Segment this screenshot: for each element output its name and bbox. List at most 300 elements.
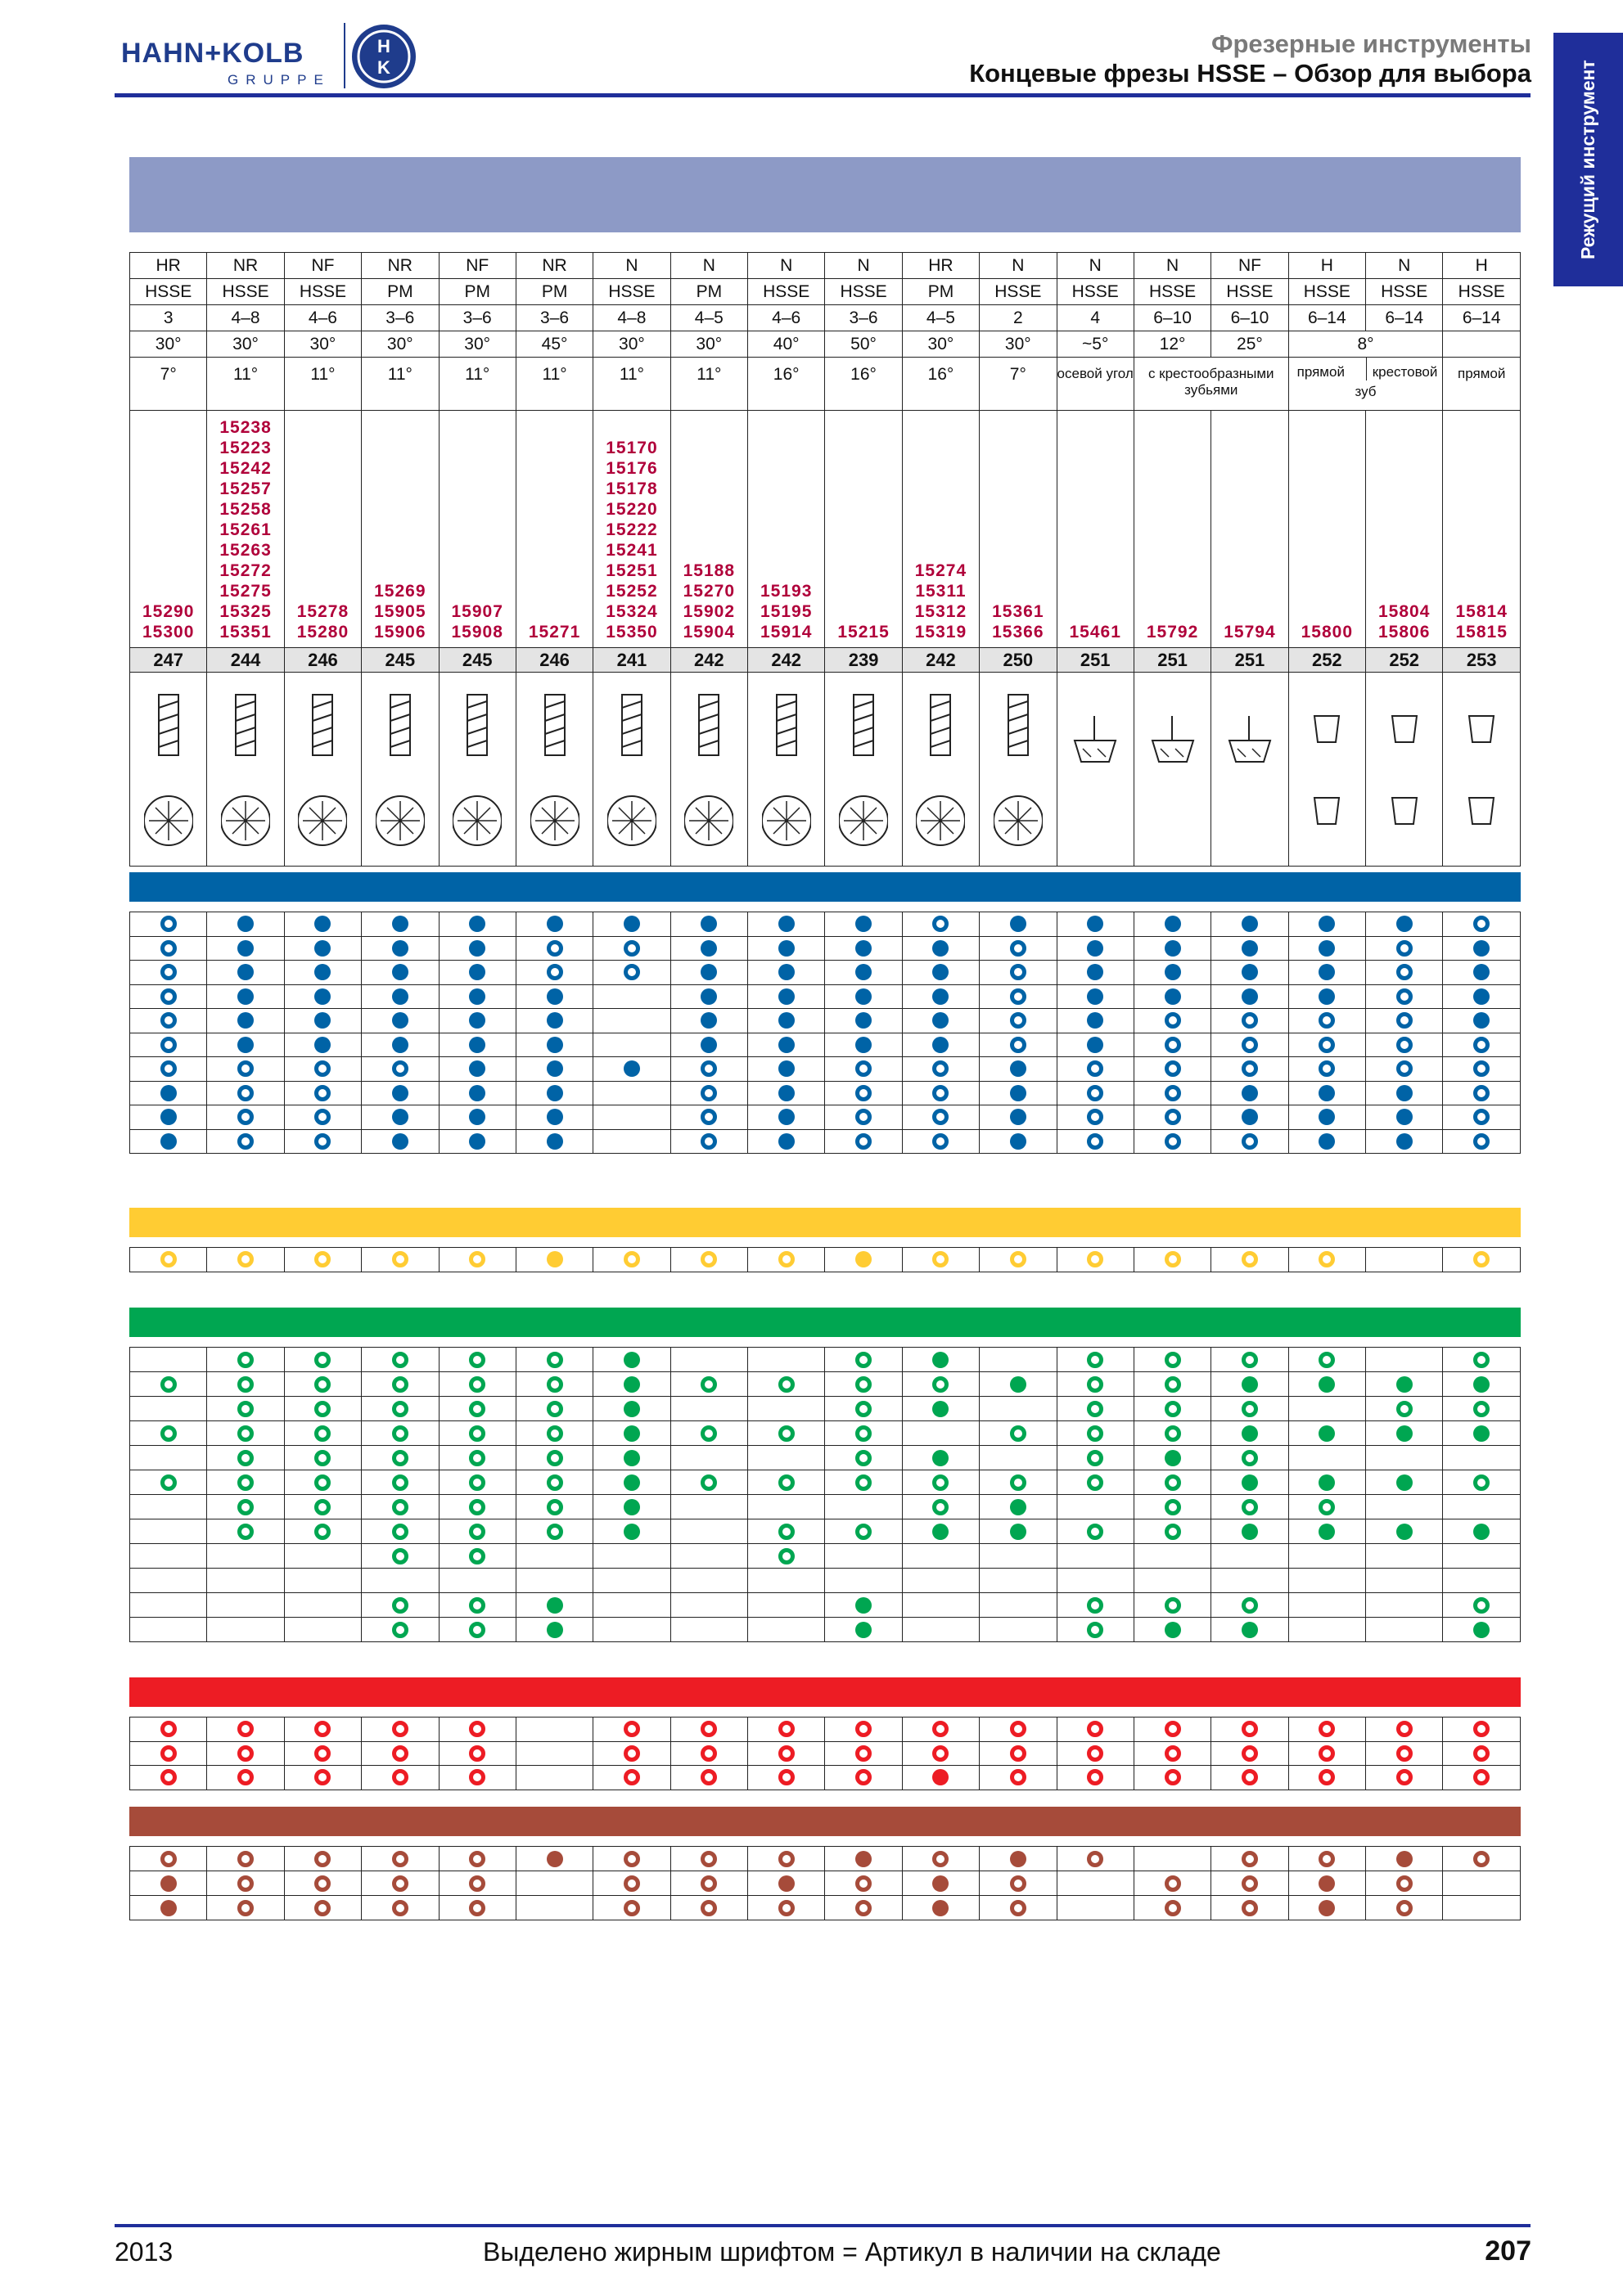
suitability-cell: [902, 1009, 979, 1033]
type-cell: HR: [902, 253, 979, 279]
suitability-cell: [1057, 1618, 1134, 1642]
open-dot-icon: [547, 1450, 563, 1466]
suitability-cell: [516, 1033, 593, 1057]
filled-dot-icon: [1319, 1109, 1335, 1125]
article-number: 15319: [914, 623, 967, 642]
filled-dot-icon: [1319, 1425, 1335, 1442]
open-dot-icon: [1473, 1769, 1490, 1785]
suitability-cell: [1443, 1593, 1521, 1618]
suitability-cell: [1211, 1519, 1288, 1544]
filled-dot-icon: [314, 916, 331, 932]
suitability-cell: [1366, 1033, 1443, 1057]
filled-dot-icon: [778, 1037, 795, 1053]
suitability-cell: [902, 1593, 979, 1618]
material-cell: PM: [670, 279, 747, 305]
suitability-cell: [1134, 1871, 1210, 1896]
suitability-cell: [1288, 1618, 1365, 1642]
catalog-page-cell: 241: [593, 648, 670, 673]
suitability-cell: [1211, 1372, 1288, 1397]
type-cell: H: [1288, 253, 1365, 279]
suitability-cell: [284, 936, 361, 961]
suitability-cell: [825, 1421, 902, 1446]
suitability-cell: [516, 1372, 593, 1397]
open-dot-icon: [778, 1524, 795, 1540]
open-dot-icon: [160, 1060, 177, 1077]
filled-dot-icon: [624, 1352, 640, 1368]
suitability-cell: [362, 1348, 439, 1372]
suitability-cell: [362, 1717, 439, 1742]
suitability-cell: [980, 1766, 1057, 1790]
suitability-cell: [362, 1470, 439, 1495]
article-number: 15274: [914, 561, 967, 580]
article-number: 15252: [606, 582, 658, 601]
suitability-cell: [1211, 1569, 1288, 1593]
open-dot-icon: [314, 1109, 331, 1125]
suitability-cell: [207, 1766, 284, 1790]
filled-dot-icon: [469, 1037, 485, 1053]
suitability-cell: [207, 1081, 284, 1105]
suitability-cell: [516, 1593, 593, 1618]
suitability-cell: [1288, 912, 1365, 937]
suitability-cell: [980, 1569, 1057, 1593]
open-dot-icon: [778, 1376, 795, 1393]
open-dot-icon: [701, 1769, 717, 1785]
footer-year: 2013: [115, 2237, 174, 2267]
suitability-cell: [748, 1717, 825, 1742]
suitability-cell: [516, 1569, 593, 1593]
open-dot-icon: [1010, 1251, 1026, 1267]
suitability-cell: [1443, 1057, 1521, 1082]
open-dot-icon: [237, 1524, 254, 1540]
suitability-cell: [748, 1033, 825, 1057]
open-dot-icon: [1165, 1721, 1181, 1737]
suitability-cell: [1366, 1766, 1443, 1790]
catalog-page-cell: 239: [825, 648, 902, 673]
open-dot-icon: [1087, 1352, 1103, 1368]
filled-dot-icon: [932, 1012, 949, 1029]
flutes-cell: 3–6: [825, 305, 902, 331]
filled-dot-icon: [1319, 1900, 1335, 1916]
filled-dot-icon: [237, 1012, 254, 1029]
article-number: 15290: [142, 602, 195, 621]
filled-dot-icon: [469, 964, 485, 980]
suitability-cell: [516, 912, 593, 937]
suitability-cell: [902, 1717, 979, 1742]
filled-dot-icon: [160, 1085, 177, 1101]
suitability-cell: [670, 1896, 747, 1920]
suitability-cell: [1443, 1569, 1521, 1593]
filled-dot-icon: [1319, 964, 1335, 980]
open-dot-icon: [1165, 1900, 1181, 1916]
suitability-cell: [980, 1105, 1057, 1130]
catalog-page-cell: 245: [439, 648, 516, 673]
suitability-cell: [593, 1446, 670, 1470]
suitability-cell: [1443, 1348, 1521, 1372]
material-row: [130, 1248, 1521, 1272]
article-number: 15280: [296, 623, 349, 642]
catalog-page-cell: 250: [980, 648, 1057, 673]
filled-dot-icon: [469, 1133, 485, 1150]
filled-dot-icon: [932, 988, 949, 1005]
suitability-cell: [284, 1717, 361, 1742]
suitability-cell: [1211, 1741, 1288, 1766]
suitability-cell: [748, 1871, 825, 1896]
filled-dot-icon: [778, 1875, 795, 1892]
suitability-cell: [980, 1871, 1057, 1896]
filled-dot-icon: [314, 940, 331, 957]
filled-dot-icon: [701, 988, 717, 1005]
tilt-sub: зуб: [1355, 384, 1377, 399]
suitability-cell: [1366, 1248, 1443, 1272]
suitability-cell: [1057, 1896, 1134, 1920]
suitability-cell: [1134, 936, 1210, 961]
suitability-cell: [284, 1766, 361, 1790]
suitability-cell: [1288, 1470, 1365, 1495]
suitability-cell: [362, 1057, 439, 1082]
suitability-cell: [362, 1593, 439, 1618]
filled-dot-icon: [1165, 916, 1181, 932]
suitability-cell: [284, 1372, 361, 1397]
suitability-cell: [1134, 1470, 1210, 1495]
filled-dot-icon: [314, 1012, 331, 1029]
flutes-cell: 3: [130, 305, 207, 331]
suitability-cell: [1057, 1593, 1134, 1618]
open-dot-icon: [1010, 1012, 1026, 1029]
suitability-cell: [1057, 1081, 1134, 1105]
flutes-cell: 2: [980, 305, 1057, 331]
suitability-cell: [902, 1446, 979, 1470]
suitability-cell: [593, 1081, 670, 1105]
suitability-cell: [1288, 1896, 1365, 1920]
flutes-cell: 4–5: [670, 305, 747, 331]
open-dot-icon: [1319, 1251, 1335, 1267]
suitability-cell: [516, 1871, 593, 1896]
flutes-cell: 3–6: [516, 305, 593, 331]
suitability-cell: [1211, 1618, 1288, 1642]
suitability-cell: [516, 1717, 593, 1742]
open-dot-icon: [1165, 1037, 1181, 1053]
open-dot-icon: [855, 1474, 872, 1491]
open-dot-icon: [1010, 1900, 1026, 1916]
article-number: 15263: [219, 541, 272, 560]
open-dot-icon: [469, 1401, 485, 1417]
open-dot-icon: [701, 1721, 717, 1737]
suitability-cell: [1443, 1421, 1521, 1446]
suitability-cell: [362, 1009, 439, 1033]
filled-dot-icon: [1087, 1012, 1103, 1029]
catalog-page-cell: 252: [1288, 648, 1365, 673]
open-dot-icon: [1165, 1085, 1181, 1101]
suitability-cell: [1443, 1397, 1521, 1421]
suitability-cell: [902, 1544, 979, 1569]
suitability-cell: [207, 961, 284, 985]
helix-cell: 12°: [1134, 331, 1210, 358]
suitability-cell: [980, 1421, 1057, 1446]
suitability-cell: [825, 1896, 902, 1920]
filled-dot-icon: [624, 916, 640, 932]
tool-image-cell: [902, 673, 979, 867]
open-dot-icon: [1319, 1851, 1335, 1867]
end-mill-drawing-icon: [607, 683, 656, 855]
helix-cell: 40°: [748, 331, 825, 358]
suitability-cell: [130, 984, 207, 1009]
end-mill-drawing-icon: [144, 683, 193, 855]
filled-dot-icon: [160, 1109, 177, 1125]
suitability-cell: [362, 1129, 439, 1154]
suitability-cell: [670, 1348, 747, 1372]
suitability-cell: [825, 912, 902, 937]
open-dot-icon: [1473, 1745, 1490, 1762]
suitability-cell: [516, 984, 593, 1009]
suitability-cell: [1288, 1105, 1365, 1130]
helix-cell: ~5°: [1057, 331, 1134, 358]
open-dot-icon: [1396, 1037, 1413, 1053]
suitability-cell: [593, 1057, 670, 1082]
open-dot-icon: [469, 1474, 485, 1491]
suitability-cell: [207, 1248, 284, 1272]
suitability-cell: [1134, 1033, 1210, 1057]
open-dot-icon: [237, 1085, 254, 1101]
filled-dot-icon: [392, 1085, 408, 1101]
suitability-cell: [1288, 1717, 1365, 1742]
open-dot-icon: [932, 1109, 949, 1125]
suitability-cell: [593, 1033, 670, 1057]
suitability-cell: [902, 1470, 979, 1495]
open-dot-icon: [624, 964, 640, 980]
suitability-cell: [748, 1519, 825, 1544]
suitability-cell: [825, 1766, 902, 1790]
helix-row: [130, 331, 1521, 358]
suitability-cell: [1057, 1741, 1134, 1766]
suitability-cell: [825, 1446, 902, 1470]
filled-dot-icon: [1319, 1085, 1335, 1101]
suitability-cell: [748, 1372, 825, 1397]
suitability-cell: [593, 936, 670, 961]
suitability-cell: [902, 1896, 979, 1920]
suitability-cell: [1366, 1618, 1443, 1642]
suitability-cell: [439, 1847, 516, 1871]
material-row: [130, 1519, 1521, 1544]
suitability-cell: [748, 1009, 825, 1033]
suitability-cell: [1057, 1057, 1134, 1082]
suitability-cell: [284, 1847, 361, 1871]
filled-dot-icon: [1319, 1376, 1335, 1393]
suitability-cell: [1211, 1896, 1288, 1920]
catalog-page-cell: 253: [1443, 648, 1521, 673]
suitability-cell: [130, 1717, 207, 1742]
open-dot-icon: [547, 964, 563, 980]
material-row: [130, 1766, 1521, 1790]
suitability-cell: [1057, 1871, 1134, 1896]
open-dot-icon: [160, 1474, 177, 1491]
open-dot-icon: [237, 1875, 254, 1892]
suitability-cell: [284, 1397, 361, 1421]
end-mill-drawing-icon: [1058, 683, 1132, 855]
open-dot-icon: [1165, 1499, 1181, 1515]
suitability-cell: [670, 1593, 747, 1618]
open-dot-icon: [1319, 1012, 1335, 1029]
suitability-cell: [1443, 1847, 1521, 1871]
suitability-cell: [439, 1569, 516, 1593]
filled-dot-icon: [932, 964, 949, 980]
suitability-cell: [980, 1495, 1057, 1519]
filled-dot-icon: [392, 1109, 408, 1125]
open-dot-icon: [469, 1875, 485, 1892]
suitability-cell: [1366, 1593, 1443, 1618]
article-number: 15195: [760, 602, 813, 621]
open-dot-icon: [392, 1499, 408, 1515]
suitability-cell: [670, 1397, 747, 1421]
suitability-cell: [1134, 984, 1210, 1009]
open-dot-icon: [1087, 1401, 1103, 1417]
open-dot-icon: [1165, 1769, 1181, 1785]
helix-cell: 8°: [1288, 331, 1443, 358]
open-dot-icon: [469, 1745, 485, 1762]
suitability-cell: [748, 936, 825, 961]
articles-cell: [1211, 411, 1288, 648]
suitability-cell: [980, 1372, 1057, 1397]
open-dot-icon: [314, 1745, 331, 1762]
suitability-cell: [1134, 1009, 1210, 1033]
open-dot-icon: [1396, 1721, 1413, 1737]
suitability-cell: [1288, 1446, 1365, 1470]
suitability-cell: [825, 1348, 902, 1372]
open-dot-icon: [778, 1900, 795, 1916]
filled-dot-icon: [1396, 1133, 1413, 1150]
suitability-cell: [1288, 1081, 1365, 1105]
tilt-cell: 16°: [748, 358, 825, 411]
open-dot-icon: [624, 1900, 640, 1916]
open-dot-icon: [314, 1474, 331, 1491]
open-dot-icon: [1242, 1450, 1258, 1466]
suitability-cell: [593, 1519, 670, 1544]
helix-cell: 25°: [1211, 331, 1288, 358]
open-dot-icon: [1396, 940, 1413, 957]
open-dot-icon: [1087, 1425, 1103, 1442]
filled-dot-icon: [1010, 1133, 1026, 1150]
suitability-cell: [284, 1896, 361, 1920]
filled-dot-icon: [701, 1012, 717, 1029]
suitability-cell: [516, 1446, 593, 1470]
article-number: 15251: [606, 561, 658, 580]
suitability-cell: [516, 1766, 593, 1790]
suitability-cell: [439, 1470, 516, 1495]
filled-dot-icon: [778, 916, 795, 932]
material-cell: HSSE: [1057, 279, 1134, 305]
open-dot-icon: [392, 1251, 408, 1267]
suitability-cell: [207, 1105, 284, 1130]
open-dot-icon: [237, 1450, 254, 1466]
suitability-cell: [1211, 1847, 1288, 1871]
suitability-cell: [1366, 1081, 1443, 1105]
header-category: Фрезерные инструменты: [1211, 29, 1531, 58]
suitability-cell: [1288, 1057, 1365, 1082]
open-dot-icon: [237, 1851, 254, 1867]
article-number: 15907: [451, 602, 503, 621]
suitability-cell: [1057, 1348, 1134, 1372]
suitability-cell: [1211, 936, 1288, 961]
filled-dot-icon: [314, 988, 331, 1005]
band-steel: [129, 872, 1521, 902]
tilt-cell: 11°: [516, 358, 593, 411]
header-rule: [115, 93, 1531, 97]
suitability-cell: [1211, 1593, 1288, 1618]
filled-dot-icon: [314, 1037, 331, 1053]
suitability-cell: [670, 1421, 747, 1446]
suitability-cell: [980, 1847, 1057, 1871]
suitability-cell: [902, 984, 979, 1009]
tool-image-cell: [825, 673, 902, 867]
suitability-cell: [1134, 1105, 1210, 1130]
material-row: [130, 1470, 1521, 1495]
material-row: [130, 1081, 1521, 1105]
suitability-cell: [284, 1248, 361, 1272]
open-dot-icon: [237, 1401, 254, 1417]
suitability-cell: [207, 1741, 284, 1766]
open-dot-icon: [547, 1352, 563, 1368]
open-dot-icon: [392, 1352, 408, 1368]
suitability-cell: [980, 1593, 1057, 1618]
suitability-cell: [1443, 1896, 1521, 1920]
suitability-cell: [1443, 1519, 1521, 1544]
material-cell: HSSE: [130, 279, 207, 305]
suitability-cell: [748, 1421, 825, 1446]
article-number: 15193: [760, 582, 813, 601]
flutes-cell: 6–10: [1134, 305, 1210, 331]
open-dot-icon: [1473, 1401, 1490, 1417]
tilt-cell: 7°: [980, 358, 1057, 411]
end-mill-drawing-icon: [762, 683, 811, 855]
open-dot-icon: [314, 1352, 331, 1368]
open-dot-icon: [1473, 1597, 1490, 1614]
footer-note: Выделено жирным шрифтом = Артикул в наличии на складе: [483, 2237, 1221, 2267]
tilt-cell: 11°: [439, 358, 516, 411]
open-dot-icon: [1396, 1875, 1413, 1892]
suitability-cell: [516, 1618, 593, 1642]
flutes-cell: 6–14: [1366, 305, 1443, 331]
open-dot-icon: [237, 1133, 254, 1150]
suitability-cell: [1443, 1618, 1521, 1642]
tool-image-cell: [1211, 673, 1288, 867]
material-cell: HSSE: [1366, 279, 1443, 305]
suitability-cell: [593, 1348, 670, 1372]
suitability-cell: [1366, 1105, 1443, 1130]
suitability-cell: [1288, 1248, 1365, 1272]
suitability-cell: [1057, 936, 1134, 961]
filled-dot-icon: [1473, 940, 1490, 957]
flutes-cell: 6–14: [1443, 305, 1521, 331]
suitability-cell: [1288, 1009, 1365, 1033]
open-dot-icon: [1242, 1875, 1258, 1892]
filled-dot-icon: [1087, 940, 1103, 957]
article-number: 15366: [992, 623, 1044, 642]
end-mill-drawing-icon: [1136, 683, 1210, 855]
open-dot-icon: [1165, 1401, 1181, 1417]
articles-cell: [207, 411, 284, 648]
end-mill-drawing-icon: [376, 683, 425, 855]
filled-dot-icon: [1087, 964, 1103, 980]
suitability-cell: [516, 1105, 593, 1130]
suitability-cell: [1443, 1741, 1521, 1766]
open-dot-icon: [1473, 1109, 1490, 1125]
suitability-cell: [1134, 1081, 1210, 1105]
suitability-cell: [284, 1009, 361, 1033]
open-dot-icon: [1319, 1352, 1335, 1368]
suitability-cell: [284, 1544, 361, 1569]
open-dot-icon: [855, 1875, 872, 1892]
open-dot-icon: [1242, 1060, 1258, 1077]
article-number: 15794: [1224, 623, 1276, 642]
